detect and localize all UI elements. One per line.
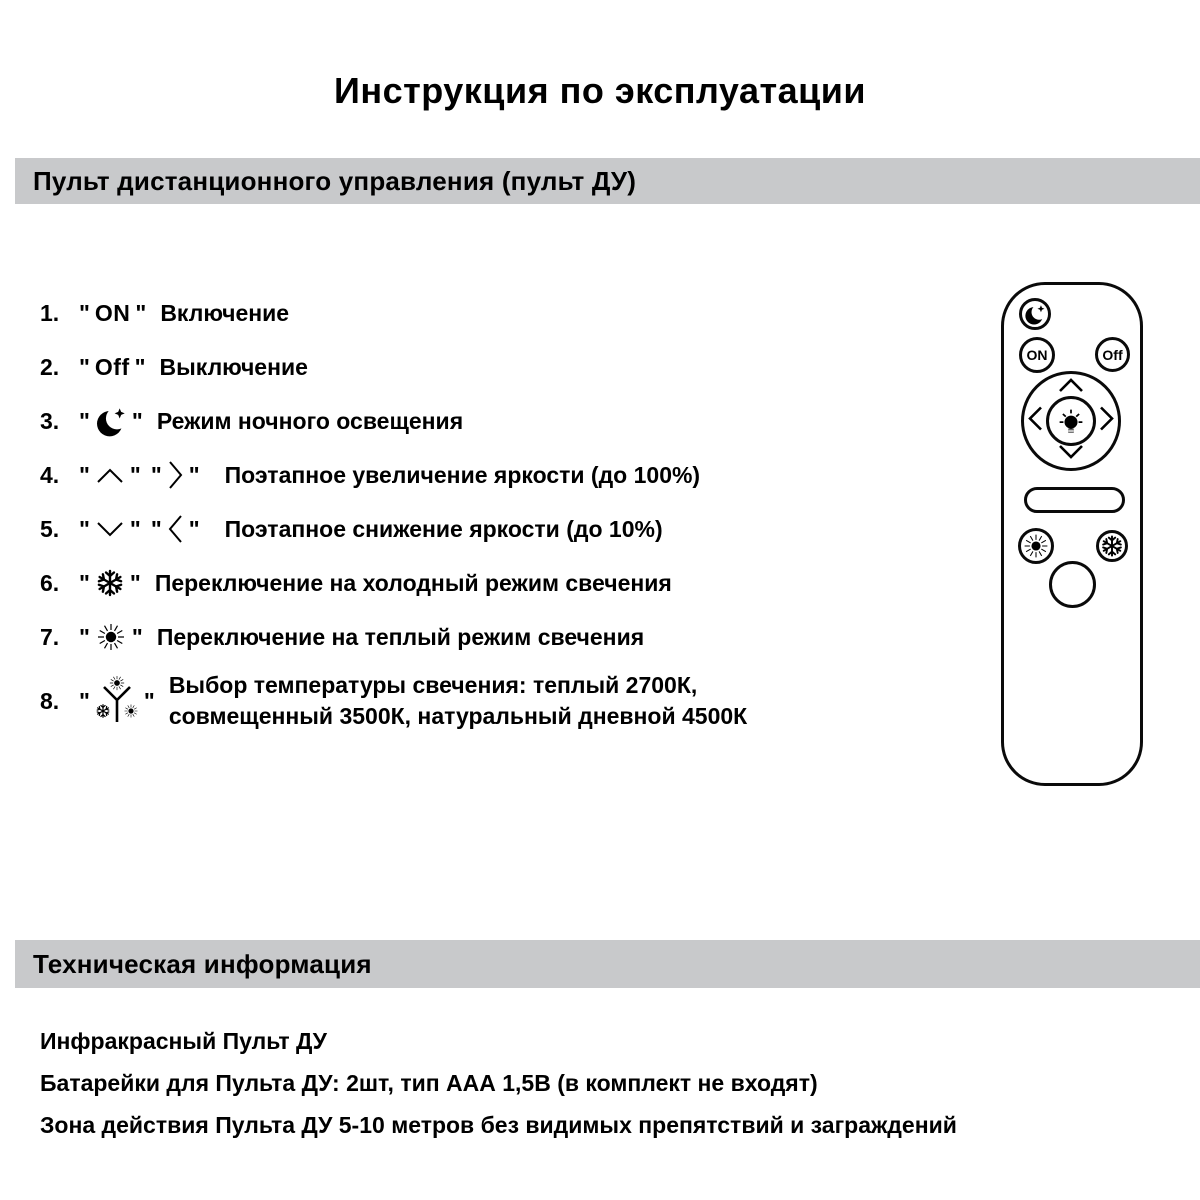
quote-mark: " bbox=[150, 515, 162, 542]
list-item-night-mode bbox=[40, 394, 960, 448]
snowflake-icon bbox=[1100, 534, 1124, 558]
quote-mark: " bbox=[135, 299, 147, 326]
remote-section-title: Пульт дистанционного управления (пульт ДУ) bbox=[33, 165, 637, 196]
remote-on-button bbox=[1019, 337, 1055, 373]
tech-section-title: Техническая информация bbox=[33, 948, 372, 979]
quote-mark: " bbox=[129, 461, 141, 488]
item-description: Включение bbox=[160, 299, 290, 326]
remote-pill-button bbox=[1024, 487, 1125, 513]
quote-mark: " bbox=[134, 353, 146, 380]
moon-icon bbox=[1024, 303, 1046, 325]
dpad-chevron-up-icon bbox=[1057, 377, 1085, 398]
item-number: 3. bbox=[40, 407, 60, 434]
quote-mark: " bbox=[79, 407, 90, 434]
item-number: 7. bbox=[40, 623, 60, 650]
quote-mark: " bbox=[79, 515, 90, 542]
moon-icon bbox=[95, 405, 127, 437]
remote-warm-mode-button bbox=[1018, 528, 1054, 564]
lightbulb-icon bbox=[1058, 407, 1084, 435]
remote-section-banner bbox=[15, 158, 1200, 204]
quote-mark: " bbox=[129, 515, 141, 542]
sun-icon bbox=[95, 621, 127, 653]
off-keyword: Off bbox=[94, 353, 130, 380]
item-number: 8. bbox=[40, 687, 60, 714]
list-item-cold-mode bbox=[40, 556, 960, 610]
quote-mark: " bbox=[129, 569, 141, 596]
remote-on-label: ON bbox=[1026, 347, 1048, 363]
item-description-line2: совмещенный 3500К, натуральный дневной 4500К bbox=[168, 703, 748, 729]
chevron-left-icon bbox=[167, 513, 184, 545]
temperature-select-icon bbox=[95, 676, 139, 726]
list-item-on bbox=[40, 286, 960, 340]
button-function-list bbox=[40, 286, 960, 732]
dpad-chevron-down-icon bbox=[1057, 444, 1085, 465]
item-description: Поэтапное увеличение яркости (до 100%) bbox=[224, 461, 701, 488]
page-title: Инструкция по эксплуатации bbox=[333, 70, 867, 111]
item-description: Переключение на теплый режим свечения bbox=[156, 623, 645, 650]
remote-cold-mode-button bbox=[1096, 530, 1128, 562]
item-number: 2. bbox=[40, 353, 60, 380]
list-item-brightness-down bbox=[40, 502, 960, 556]
quote-mark: " bbox=[79, 623, 90, 650]
chevron-up-icon bbox=[95, 467, 125, 484]
quote-mark: " bbox=[131, 623, 143, 650]
quote-mark: " bbox=[131, 407, 143, 434]
quote-mark: " bbox=[79, 687, 90, 714]
tech-line-ir-remote: Инфракрасный Пульт ДУ bbox=[40, 1027, 327, 1054]
quote-mark: " bbox=[79, 461, 90, 488]
item-number: 4. bbox=[40, 461, 60, 488]
remote-blank-button bbox=[1049, 561, 1096, 608]
quote-mark: " bbox=[143, 687, 155, 714]
remote-light-button bbox=[1046, 396, 1096, 446]
item-number: 6. bbox=[40, 569, 60, 596]
quote-mark: " bbox=[188, 515, 200, 542]
item-description-line1: Выбор температуры свечения: теплый 2700К, bbox=[168, 672, 698, 698]
dpad-chevron-right-icon bbox=[1099, 405, 1115, 438]
item-description: Поэтапное снижение яркости (до 10%) bbox=[224, 515, 663, 542]
sun-icon bbox=[1022, 532, 1050, 560]
remote-off-button bbox=[1095, 337, 1130, 372]
remote-dpad bbox=[1021, 371, 1121, 471]
snowflake-icon bbox=[95, 568, 125, 598]
tech-section-banner bbox=[15, 940, 1200, 988]
quote-mark: " bbox=[150, 461, 162, 488]
list-item-brightness-up bbox=[40, 448, 960, 502]
item-description: Переключение на холодный режим свечения bbox=[154, 569, 672, 596]
on-keyword: ON bbox=[94, 299, 131, 326]
quote-mark: " bbox=[79, 299, 90, 326]
quote-mark: " bbox=[188, 461, 200, 488]
list-item-warm-mode bbox=[40, 610, 960, 664]
list-item-temperature-select bbox=[40, 664, 960, 732]
tech-line-batteries: Батарейки для Пульта ДУ: 2шт, тип ААА 1,5В (в комплект не входят) bbox=[40, 1069, 818, 1096]
item-description: Режим ночного освещения bbox=[156, 407, 464, 434]
item-description bbox=[169, 670, 747, 732]
item-description: Выключение bbox=[159, 353, 308, 380]
chevron-right-icon bbox=[167, 459, 184, 491]
remote-control-illustration bbox=[1001, 282, 1143, 786]
item-number: 5. bbox=[40, 515, 60, 542]
remote-night-mode-button bbox=[1019, 298, 1051, 330]
item-number: 1. bbox=[40, 299, 60, 326]
quote-mark: " bbox=[79, 569, 90, 596]
list-item-off bbox=[40, 340, 960, 394]
chevron-down-icon bbox=[95, 521, 125, 538]
tech-info-list bbox=[40, 1020, 1180, 1146]
remote-off-label: Off bbox=[1102, 346, 1123, 363]
tech-line-range: Зона действия Пульта ДУ 5-10 метров без видимых препятствий и заграждений bbox=[40, 1111, 957, 1138]
quote-mark: " bbox=[79, 353, 90, 380]
dpad-chevron-left-icon bbox=[1027, 405, 1043, 438]
